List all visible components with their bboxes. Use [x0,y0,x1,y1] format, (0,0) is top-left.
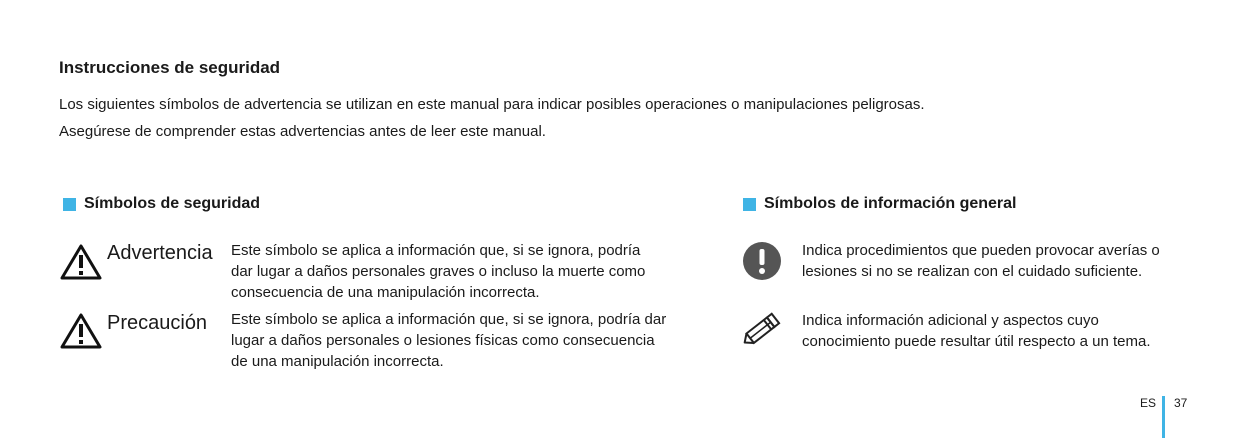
precaucion-label: Precaución [107,312,208,334]
safety-section-heading [63,195,260,213]
precaucion-description [231,309,666,372]
caution-info-description [802,240,1160,282]
description-line: Este símbolo se aplica a información que, si se ignora, podría [231,242,641,259]
description-line: de una manipulación incorrecta. [231,353,444,370]
description-line: conocimiento puede resultar útil respecto a un tema. [802,333,1151,350]
description-line: Este símbolo se aplica a información que, si se ignora, podría dar [231,311,667,328]
intro-line-2: Asegúrese de comprender estas advertencias antes de leer este manual. [59,123,546,140]
general-section-heading [743,195,1017,213]
section-bullet-square [743,198,756,211]
description-line: Indica procedimientos que pueden provocar averías o [802,242,1160,259]
description-line: consecuencia de una manipulación incorrecta. [231,284,540,301]
exclamation-circle-icon [742,241,782,281]
footer-language: ES [1140,396,1157,410]
warning-triangle-icon [60,313,102,349]
description-line: lesiones si no se realizan con el cuidado suficiente. [802,263,1143,280]
safety-heading-text: Símbolos de seguridad [84,195,261,212]
pencil-icon [741,310,783,348]
section-bullet-square [63,198,76,211]
page-title: Instrucciones de seguridad [59,58,281,77]
intro-line-1: Los siguientes símbolos de advertencia se utilizan en este manual para indicar posibles operaciones o manipulaciones peligrosas. [59,96,925,113]
advertencia-description [231,240,645,303]
general-heading-text: Símbolos de información general [764,195,1017,212]
footer-divider-bar [1162,396,1165,438]
description-line: Indica información adicional y aspectos cuyo [802,312,1099,329]
description-line: lugar a daños personales o lesiones físicas como consecuencia [231,332,655,349]
advertencia-label: Advertencia [107,242,213,264]
warning-triangle-icon [60,244,102,280]
additional-info-description [802,310,1151,352]
description-line: dar lugar a daños personales graves o incluso la muerte como [231,263,646,280]
footer-page-number: 37 [1174,396,1188,410]
